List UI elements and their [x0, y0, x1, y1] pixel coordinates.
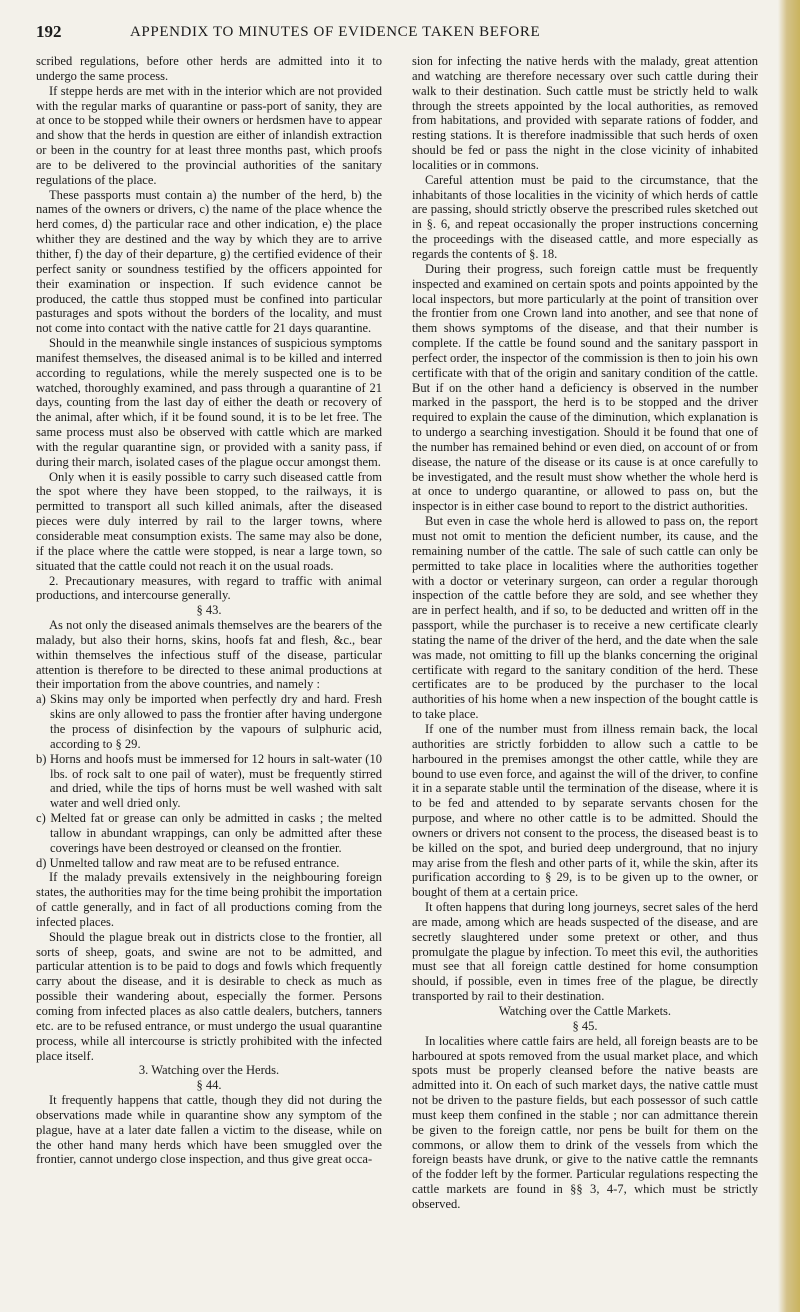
paragraph: It frequently happens that cattle, though they did not during the observations made while in quarantine show any symptom of the plague, have at a later date fallen a victim to the disease, while on the other hand many herds which have been smuggled over the frontier, cannot undergo close inspection, and thus give great occa- — [36, 1093, 382, 1167]
paragraph: During their progress, such foreign cattle must be frequently inspected and examined on certain spots and points appointed by the local inspectors, but more particularly at the point of transition over the frontier from one Crown land into another, and see that none of them shows symptoms of the disease, and that their number is complete. If the cattle be found sound and the sanitary passport in perfect order, the inspector of the commission is then to join his own certificate with that of the origin and sanitary condition of the cattle. But if on the other hand a deficiency is observed in the number marked in the passport, the herd is to be stopped and the driver required to explain the cause of the diminution, which explanation is to undergo a searching investigation. Should it be found that one of the number has remained behind or even died, on account of or from disease, the nature of the disease or its cause is at once carefully to be investigated, and the result must show whether the whole herd is at once to undergo quarantine, or allowed to pass on, but the inspector is in either case bound to report to the district authorities. — [412, 261, 758, 514]
paragraph: If one of the number must from illness remain back, the local authorities are strictly forbidden to allow such a cattle to be harboured in the premises amongst the other cattle, while they are bound to use even force, and against the will of the driver, to confine it in a separate stable until the termination of the disease, where it is to be fed and attended to by separate servants chosen for the purpose, and where no other cattle is to be admitted. Should the owners or drivers not consent to the process, the diseased beast is to be killed on the spot, and buried deep underground, that no injury may arise from the flesh and other parts of it, while the skin, after its purification according to § 29, is to be given up to the owner, or bought of them at a certain price. — [412, 721, 758, 900]
paragraph: scribed regulations, before other herds are admitted into it to undergo the same process. — [36, 54, 382, 83]
section-heading-2: 2. Precautionary measures, with regard to traffic with animal productions, and intercourse generally. — [36, 573, 382, 603]
section-heading-markets: Watching over the Cattle Markets. — [498, 1004, 672, 1018]
list-item-a: a) Skins may only be imported when perfectly dry and hard. Fresh skins are only allowed to pass the frontier after having undergone the process of disinfection by the vapours of sulphuric acid, according to § 29. — [36, 692, 382, 751]
section-number-45: § 45. — [572, 1018, 598, 1033]
page-edge-binding — [778, 0, 800, 1312]
running-head: APPENDIX TO MINUTES OF EVIDENCE TAKEN BEFORE — [130, 24, 541, 40]
section-number-43: § 43. — [196, 603, 222, 618]
paragraph: In localities where cattle fairs are held, all foreign beasts are to be harboured at spots removed from the usual market place, and which spots must be properly cleansed before the native beasts are admitted into it. On each of such market days, the native cattle must not be driven to the pasture fields, but each possessor of such cattle must keep them confined in the stable ; nor can admittance therein be given to the foreign cattle, nor pens be built for them on the commons, or allow them to drink of the vessels from which the foreign beasts have drunk, or give to the native cattle the remnants of the fodder left by the former. Particular regulations respecting the cattle markets are found in §§ 3, 4-7, which must be strictly observed. — [412, 1033, 758, 1211]
page-header — [36, 14, 756, 50]
paragraph: If the malady prevails extensively in the neighbouring foreign states, the authorities may for the time being prohibit the importation of cattle generally, and in fact of all productions coming from the infected places. — [36, 870, 383, 929]
section-number-44: § 44. — [196, 1078, 222, 1093]
paragraph: But even in case the whole herd is allowed to pass on, the report must not omit to mention the deficient number, its cause, and the remaining number of the cattle. The sale of such cattle can only be permitted to take place in localities where the authorities together with a doctor or veterinary surgeon, can order a regular thorough inspection of the cattle before they are sold, and see whether they are in perfect health, and if so, to be deducted and written off in the passport, while the purchaser is to receive a new certificate clearly stating the name of the driver of the herd, and the date when the sale was made, not omitting to fill up the blanks concerning the original certificate with regard to the sanitary condition of the herd. These certificates are to be produced by the purchaser to the local authorities of his home when a new inspection of the bought cattle is to take place. — [412, 514, 758, 722]
paragraph: As not only the diseased animals themselves are the bearers of the malady, but also their horns, skins, hoofs fat and flesh, &c., bear within themselves the infectious stuff of the disease, particular attention is therefore to be directed to these animal productions at their importation from the above countries, and namely : — [36, 618, 382, 692]
paragraph: Careful attention must be paid to the circumstance, that the inhabitants of those localities in the vicinity of which herds of cattle are passing, should strictly observe the prescribed rules sketched out in §. 6, and repeat occasionally the proper instructions concerning the proceedings with the diseased cattle, and more especially as regards the contents of §. 18. — [412, 172, 758, 261]
list-item-c: c) Melted fat or grease can only be admitted in casks ; the melted tallow in abundant wrappings, can only be admitted after these coverings have been destroyed or cleansed on the frontier. — [36, 811, 382, 855]
list-item-b: b) Horns and hoofs must be immersed for 12 hours in salt-water (10 lbs. of rock salt to one pail of water), must be frequently stirred and dried, while the tips of horns must be well washed with salt water and well dried only. — [36, 751, 382, 811]
page-number: 192 — [36, 22, 62, 41]
section-heading-3: 3. Watching over the Herds. — [138, 1063, 280, 1078]
left-column — [36, 54, 382, 1167]
paragraph: Should in the meanwhile single instances of suspicious symptoms manifest themselves, the diseased animal is to be killed and interred according to regulations, while the merely suspected one is to be watched, thoroughly examined, and pass through a quarantine of 21 days, counting from the last day of either the death or recovery of the animal, after which, if it be found sound, it is to be let free. The same process must also be observed with cattle which are marked with the regular quarantine sign, or provided with a sanity pass, if during their march, isolated cases of the plague occur amongst them. — [36, 336, 382, 469]
paragraph: These passports must contain a) the number of the herd, b) the names of the owners or drivers, c) the name of the place whence the herd comes, d) the particular race and other indication, e) the place whither they are destined and the way by which they are to arrive thither, f) the day of their departure, g) the certified evidence of their perfect sanity or soundness testified by the officers appointed for their examination or inspection. If such evidence cannot be produced, the cattle thus stopped must be confined into particular pasturages and spots without the borders of the locality, and must not come into contact with the native cattle for 21 days quarantine. — [36, 187, 382, 336]
paragraph: If steppe herds are met with in the interior which are not provided with the regular marks of quarantine or pass-port of sanity, they are at once to be stopped while their owners or herdsmen have to appear and show that the herds in question are either of inlandish extraction or been in the country for at least three months past, which proofs are to be delivered to the provincial authorities of the sanitary regulations of the place. — [36, 83, 382, 187]
paragraph: sion for infecting the native herds with the malady, great attention and watching are therefore necessary over such cattle during their walk to their destination. Such cattle must be strictly held to walk through the streets appointed by the local authorities, as removed from habitations, and provided with separate rations of fodder, and resting stations. It is therefore inadmissible that such herds of oxen should be fed or pass the night in the close vicinity of inhabited localities or in commons. — [412, 54, 758, 172]
paragraph: Only when it is easily possible to carry such diseased cattle from the spot where they have been stopped, to the railways, it is permitted to transport all such killed animals, after the diseased pieces were duly interred by rail to the larger towns, where considerable meat consumption exists. The same may also be done, if the place where the cattle were stopped, is near a large town, so situated that the cattle could not reach it on the usual roads. — [36, 469, 382, 573]
right-column — [412, 54, 758, 1212]
paragraph: Should the plague break out in districts close to the frontier, all sorts of sheep, goats, and swine are not to be admitted, and particular attention is to be paid to dogs and fowls which frequently carry about the disease, and it is desirable to check as much as possible their wandering about, especially the former. Persons coming from infected places as also cattle dealers, butchers, tanners etc. are to be refused entrance, or must undergo the usual quarantine process, while all intercourse is strictly prohibited with the infected place itself. — [36, 929, 382, 1063]
list-item-d: d) Unmelted tallow and raw meat are to be refused entrance. — [36, 855, 340, 870]
paragraph: It often happens that during long journeys, secret sales of the herd are made, among which are heads suspected of the disease, and are secretly slaughtered under some pretext or other, and thus promulgate the plague by infection. To meet this evil, the authorities must see that all foreign cattle destined for home consumption should, if possible, even in times free of the plague, be directly transported by rail to their destination. — [412, 900, 758, 1004]
